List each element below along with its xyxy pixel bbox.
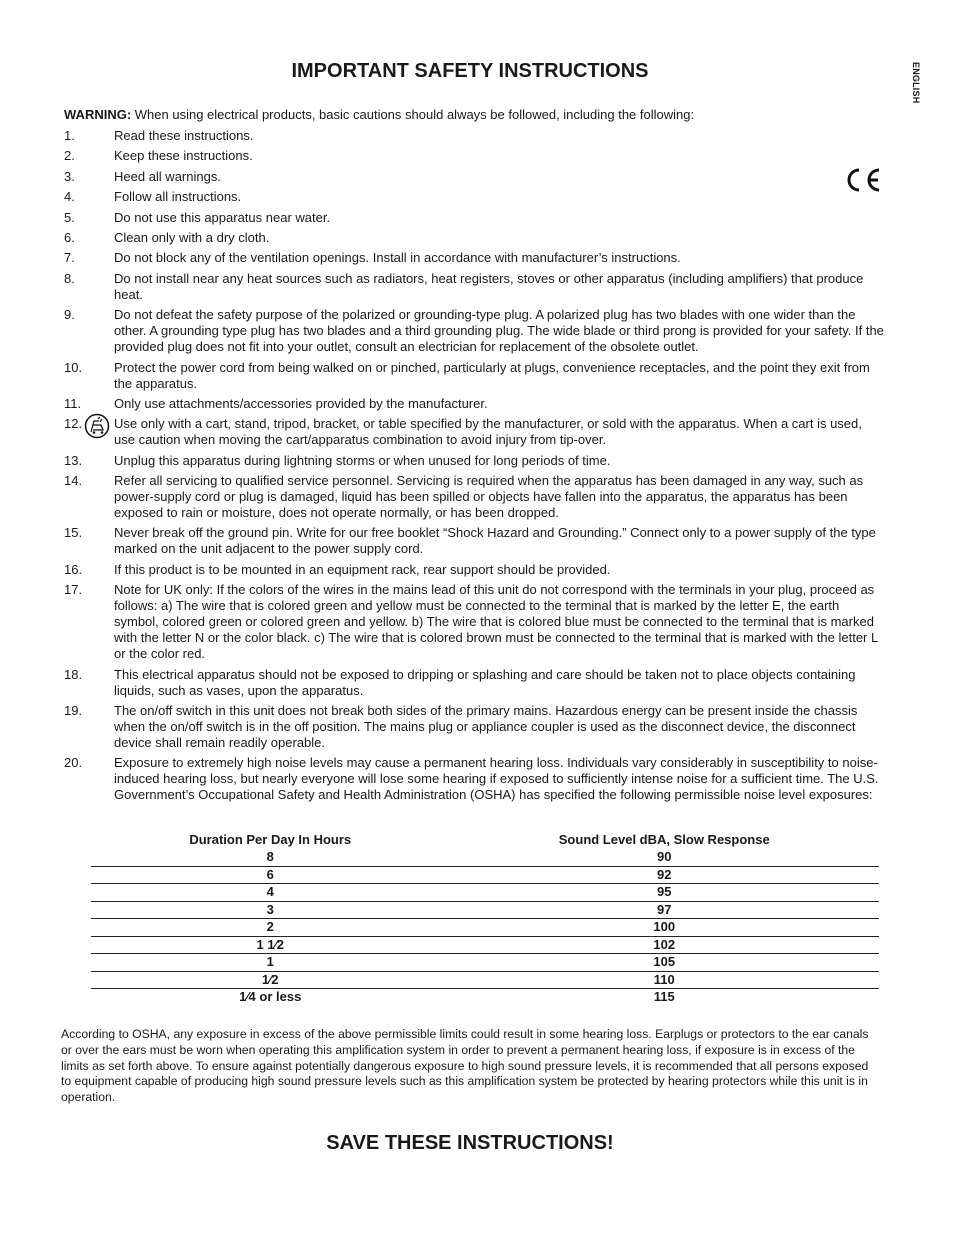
- list-item-text: Do not defeat the safety purpose of the polarized or grounding-type plug. A polarized plug has two blades with one wider than the other. A grounding type plug has two blades and a third grounding plug. The wide blade or third prong is provided for your safety. If the provided plug does not fit into your outlet, consult an electrician for replacement of the obsolete outlet.: [114, 307, 884, 355]
- list-item: [64, 453, 884, 469]
- duration-cell: 1: [91, 954, 449, 972]
- sound-level-cell: 90: [449, 849, 879, 866]
- list-item-text: Exposure to extremely high noise levels may cause a permanent hearing loss. Individuals vary considerably in susceptibility to noise-induced hearing loss, but nearly everyone will lose some hearing if exposed to sufficiently intense noise for a sufficient time. The U.S. Government’s Occupational Safety and Health Administration (OSHA) has specified the following permissible noise level exposures:: [114, 755, 879, 803]
- table-row: [91, 936, 879, 954]
- list-item-number: 19.: [64, 703, 83, 719]
- list-item-text: Follow all instructions.: [114, 189, 242, 205]
- osha-paragraph: According to OSHA, any exposure in excess of the above permissible limits could result in some hearing loss. Earplugs or protectors to the ear canals or over the ears must be worn when operating this amplification system in order to prevent a permanent hearing loss, if exposure is in excess of the limits as set forth above. To ensure against potentially dangerous exposure to high sound pressure levels, it is recommended that all persons exposed to equipment capable of producing high sound pressure levels such as this amplification system be protected by hearing protectors while this unit is in operation.: [61, 1027, 869, 1105]
- table-header-row: [91, 830, 879, 849]
- cart-tip-over-warning-icon: [84, 413, 110, 439]
- list-item-number: 8.: [64, 270, 75, 286]
- page-title: IMPORTANT SAFETY INSTRUCTIONS: [291, 60, 649, 82]
- duration-cell: 1⁄2: [91, 971, 449, 989]
- list-item-number: 18.: [64, 666, 83, 682]
- list-item-number: 4.: [64, 189, 75, 205]
- list-item-text: Read these instructions.: [114, 128, 254, 143]
- list-item-text: Do not block any of the ventilation openings. Install in accordance with manufacturer’s instructions.: [114, 250, 681, 266]
- save-instructions-title: SAVE THESE INSTRUCTIONS!: [326, 1132, 614, 1154]
- list-item-text: Clean only with a dry cloth.: [114, 229, 270, 245]
- table-row: [91, 884, 879, 902]
- table-row: [91, 849, 879, 866]
- duration-cell: 6: [91, 866, 449, 884]
- list-item-text: The on/off switch in this unit does not break both sides of the primary mains. Hazardous energy can be present inside the chassis when the on/off switch is in the off position. The mains plug or appliance coupler is used as the disconnect device, the disconnect device shall remain readily operable.: [114, 703, 858, 751]
- list-item: [64, 210, 884, 226]
- table-row: [91, 954, 879, 972]
- list-item: [64, 128, 884, 144]
- list-item-text: Note for UK only: If the colors of the wires in the mains lead of this unit do not correspond with the terminals in your plug, proceed as follows: a) The wire that is colored green and yellow must be connected to the terminal that is marked by the letter E, the earth symbol, colored green or colored green and yellow. b) The wire that is colored blue must be connected to the terminal that is marked with the letter N or the color black. c) The wire that is colored brown must be connected to the terminal that is marked with the letter L or the color red.: [114, 582, 878, 662]
- list-item-text: Use only with a cart, stand, tripod, bracket, or table specified by the manufacturer, or sold with the apparatus. When a cart is used, use caution when moving the cart/apparatus combination to avoid injury from tip-over.: [114, 416, 862, 448]
- list-item-number: 10.: [64, 359, 83, 375]
- list-item-number: 6.: [64, 229, 75, 245]
- list-item: [64, 416, 884, 448]
- list-item: [64, 582, 884, 662]
- list-item-number: 16.: [64, 561, 83, 577]
- list-item: [64, 169, 884, 185]
- list-item: [64, 396, 884, 412]
- instructions-list: [64, 128, 884, 808]
- warning-statement: [64, 107, 884, 123]
- list-item-text: Never break off the ground pin. Write for our free booklet “Shock Hazard and Grounding.” Connect only to a power supply of the type marked on the unit adjacent to the power supply cord.: [114, 525, 876, 557]
- list-item-number: 5.: [64, 209, 75, 225]
- table-row: [91, 919, 879, 937]
- list-item-text: Keep these instructions.: [114, 148, 253, 164]
- list-item-text: This electrical apparatus should not be exposed to dripping or splashing and care should be taken not to place objects containing liquids, such as vases, upon the apparatus.: [114, 666, 856, 698]
- list-item: [64, 148, 884, 164]
- list-item-number: 11.: [64, 395, 82, 411]
- duration-cell: 8: [91, 849, 449, 866]
- list-item: [64, 755, 884, 803]
- list-item-number: 20.: [64, 755, 83, 771]
- warning-label: WARNING:: [64, 107, 132, 122]
- table-row: [91, 971, 879, 989]
- list-item: [64, 307, 884, 355]
- list-item: [64, 360, 884, 392]
- sound-level-cell: 105: [449, 954, 879, 972]
- list-item: [64, 473, 884, 521]
- list-item-number: 7.: [64, 250, 75, 266]
- list-item: [64, 703, 884, 751]
- language-tab-label: ENGLISH: [911, 62, 921, 104]
- list-item-number: 2.: [64, 148, 75, 164]
- list-item: [64, 525, 884, 557]
- list-item-number: 15.: [64, 525, 83, 541]
- list-item-text: If this product is to be mounted in an equipment rack, rear support should be provided.: [114, 561, 611, 577]
- sound-level-cell: 115: [653, 989, 675, 1005]
- table-row: [91, 901, 879, 919]
- list-item-text: Only use attachments/accessories provided by the manufacturer.: [114, 395, 488, 411]
- duration-cell: 4: [91, 884, 449, 902]
- list-item: [64, 250, 884, 266]
- list-item: [64, 562, 884, 578]
- warning-text: When using electrical products, basic cautions should always be followed, including the following:: [131, 107, 695, 122]
- duration-column-header: Duration Per Day In Hours: [189, 832, 352, 847]
- sound-level-cell: 92: [449, 866, 879, 884]
- list-item-number: 1.: [64, 128, 75, 143]
- list-item: [64, 667, 884, 699]
- list-item: [64, 189, 884, 205]
- list-item-number: 17.: [64, 582, 83, 598]
- list-item-text: Protect the power cord from being walked on or pinched, particularly at plugs, convenience receptacles, and the point they exit from the apparatus.: [114, 359, 870, 391]
- noise-exposure-table: [91, 830, 879, 1006]
- sound-level-column-header: Sound Level dBA, Slow Response: [558, 832, 770, 847]
- duration-cell: 2: [91, 919, 449, 937]
- table-row: [91, 866, 879, 884]
- list-item: [64, 271, 884, 303]
- list-item: [64, 230, 884, 246]
- sound-level-cell: 110: [449, 971, 879, 989]
- list-item-number: 9.: [64, 307, 75, 323]
- sound-level-cell: 97: [449, 901, 879, 919]
- list-item-number: 12.: [64, 416, 83, 432]
- sound-level-cell: 95: [449, 884, 879, 902]
- sound-level-cell: 102: [449, 936, 879, 954]
- list-item-text: Do not use this apparatus near water.: [114, 209, 331, 225]
- list-item-number: 14.: [64, 473, 83, 489]
- duration-cell: 3: [91, 901, 449, 919]
- list-item-number: 3.: [64, 168, 75, 184]
- list-item-text: Refer all servicing to qualified service personnel. Servicing is required when the apparatus has been damaged in any way, such as power-supply cord or plug is damaged, liquid has been spilled or objects have fallen into the apparatus, the apparatus has been exposed to rain or moisture, does not operate normally, or has been dropped.: [114, 473, 864, 521]
- duration-cell: 1⁄4 or less: [239, 989, 302, 1005]
- list-item-text: Unplug this apparatus during lightning storms or when unused for long periods of time.: [114, 452, 611, 468]
- list-item-text: Heed all warnings.: [114, 168, 221, 184]
- list-item-text: Do not install near any heat sources such as radiators, heat registers, stoves or other apparatus (including amplifiers) that produce heat.: [114, 270, 864, 302]
- sound-level-cell: 100: [449, 919, 879, 937]
- duration-cell: 1 1⁄2: [91, 936, 449, 954]
- table-row: [91, 989, 879, 1006]
- list-item-number: 13.: [64, 452, 83, 468]
